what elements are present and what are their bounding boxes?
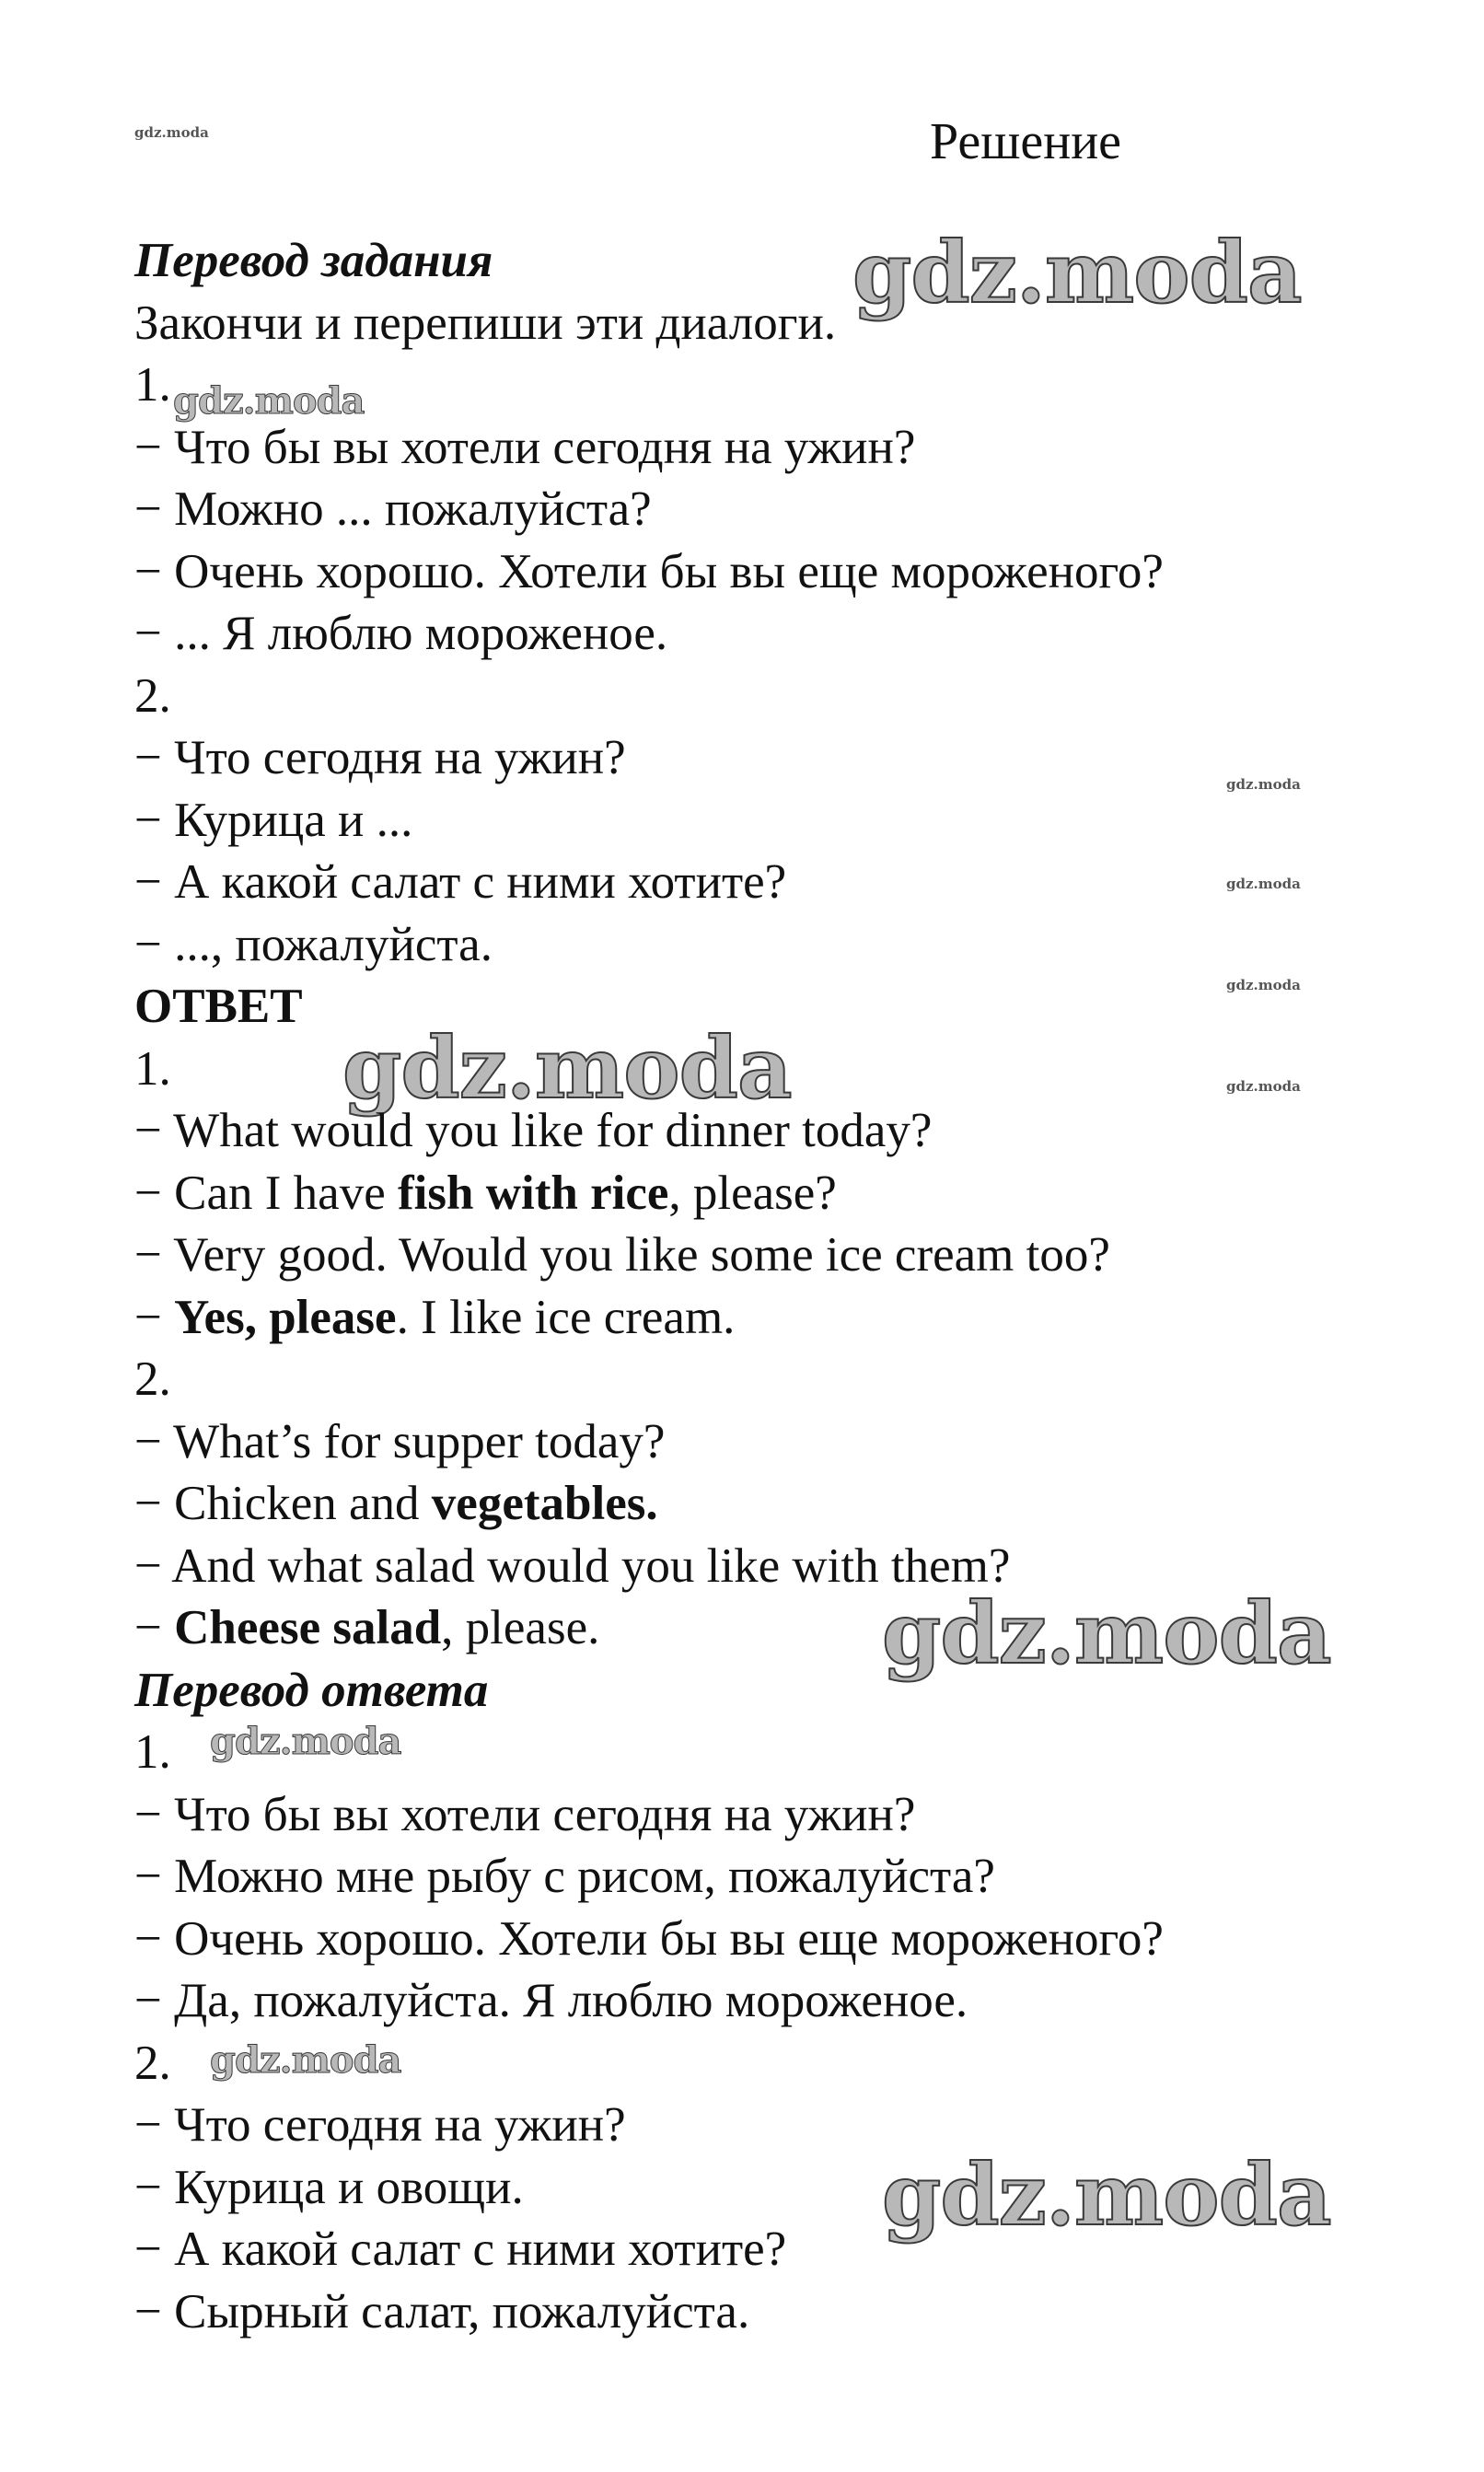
answer-line xyxy=(134,1163,1368,1225)
answer-text: − Chicken and xyxy=(134,1477,432,1530)
answer-translation-heading: Перевод ответа xyxy=(134,1663,489,1717)
dialog-line: − ..., пожалуйста. xyxy=(134,917,493,971)
answer-text: , please? xyxy=(668,1166,837,1220)
watermark: gdz.moda xyxy=(882,1584,1331,1683)
watermark: gdz.moda xyxy=(134,124,209,141)
dialog-line: − Можно мне рыбу с рисом, пожалуйста? xyxy=(134,1850,995,1903)
answer-text: , please. xyxy=(441,1601,600,1654)
answer-line xyxy=(134,1473,1368,1536)
answer-text: − What would you like for dinner today? xyxy=(134,1104,933,1157)
dialog-line: − А какой салат с ними хотите? xyxy=(134,855,787,909)
dialog-line: − Очень хорошо. Хотели бы вы еще мороженого? xyxy=(134,544,1164,598)
answer-text: − Very good. Would you like some ice cream too? xyxy=(134,1228,1110,1282)
answer-line xyxy=(134,1536,1368,1598)
watermark: gdz.moda xyxy=(1226,876,1301,892)
answer-line xyxy=(134,1597,1368,1660)
answer-text: − xyxy=(134,1601,175,1654)
watermark: gdz.moda xyxy=(1226,977,1301,993)
task-translation-heading: Перевод задания xyxy=(134,234,493,287)
answer-bold: Cheese salad xyxy=(174,1601,442,1654)
answer-heading: ОТВЕТ xyxy=(134,980,303,1033)
answer-line xyxy=(134,1287,1368,1350)
dialog-number: 2. xyxy=(134,2036,171,2090)
task-instruction: Закончи и перепиши эти диалоги. xyxy=(134,296,837,350)
dialog-line: − Сырный салат, пожалуйста. xyxy=(134,2284,750,2339)
watermark: gdz.moda xyxy=(342,1018,792,1118)
dialog-number: 2. xyxy=(134,1352,171,1406)
answer-line xyxy=(134,1224,1368,1287)
dialog-line: − Что бы вы хотели сегодня на ужин? xyxy=(134,1787,916,1841)
dialog-number: 1. xyxy=(134,358,171,412)
answer-line xyxy=(134,1411,1368,1474)
answer-bold: vegetables. xyxy=(431,1477,658,1530)
dialog-line: − ... Я люблю мороженое. xyxy=(134,607,668,660)
answer-bold: Yes, please xyxy=(174,1290,397,1344)
answer-text: − xyxy=(134,1290,175,1344)
dialog-line: − Очень хорошо. Хотели бы вы еще мороженого? xyxy=(134,1911,1164,1966)
dialog-line: − Что бы вы хотели сегодня на ужин? xyxy=(134,420,916,474)
watermark: gdz.moda xyxy=(882,2145,1331,2245)
dialog-line: − А какой салат с ними хотите? xyxy=(134,2222,787,2276)
dialog-line: − Да, пожалуйста. Я люблю мороженое. xyxy=(134,1974,968,2027)
answer-bold: fish with rice xyxy=(397,1166,669,1220)
answer-line xyxy=(134,1100,1368,1163)
answer-text: − Can I have xyxy=(134,1166,398,1220)
watermark: gdz.moda xyxy=(173,379,365,423)
watermark: gdz.moda xyxy=(210,2038,401,2082)
watermark: gdz.moda xyxy=(1226,1078,1301,1095)
dialog-line: − Можно ... пожалуйста? xyxy=(134,482,652,536)
watermark: gdz.moda xyxy=(1226,776,1301,793)
dialog-line: − Курица и овощи. xyxy=(134,2160,524,2214)
dialog-line: − Курица и ... xyxy=(134,793,413,847)
main-content xyxy=(134,223,1368,2343)
dialog-number: 2. xyxy=(134,668,171,723)
answer-text: − What’s for supper today? xyxy=(134,1414,666,1468)
answer-text: − And what salad would you like with them? xyxy=(134,1538,1011,1593)
watermark: gdz.moda xyxy=(210,1720,401,1763)
answer-text: . I like ice cream. xyxy=(396,1290,736,1344)
page-title: Решение xyxy=(930,113,1122,170)
watermark: gdz.moda xyxy=(852,223,1302,322)
dialog-line: − Что сегодня на ужин? xyxy=(134,2098,626,2152)
dialog-number: 1. xyxy=(134,1725,171,1779)
dialog-line: − Что сегодня на ужин? xyxy=(134,731,626,784)
dialog-number: 1. xyxy=(134,1041,171,1096)
